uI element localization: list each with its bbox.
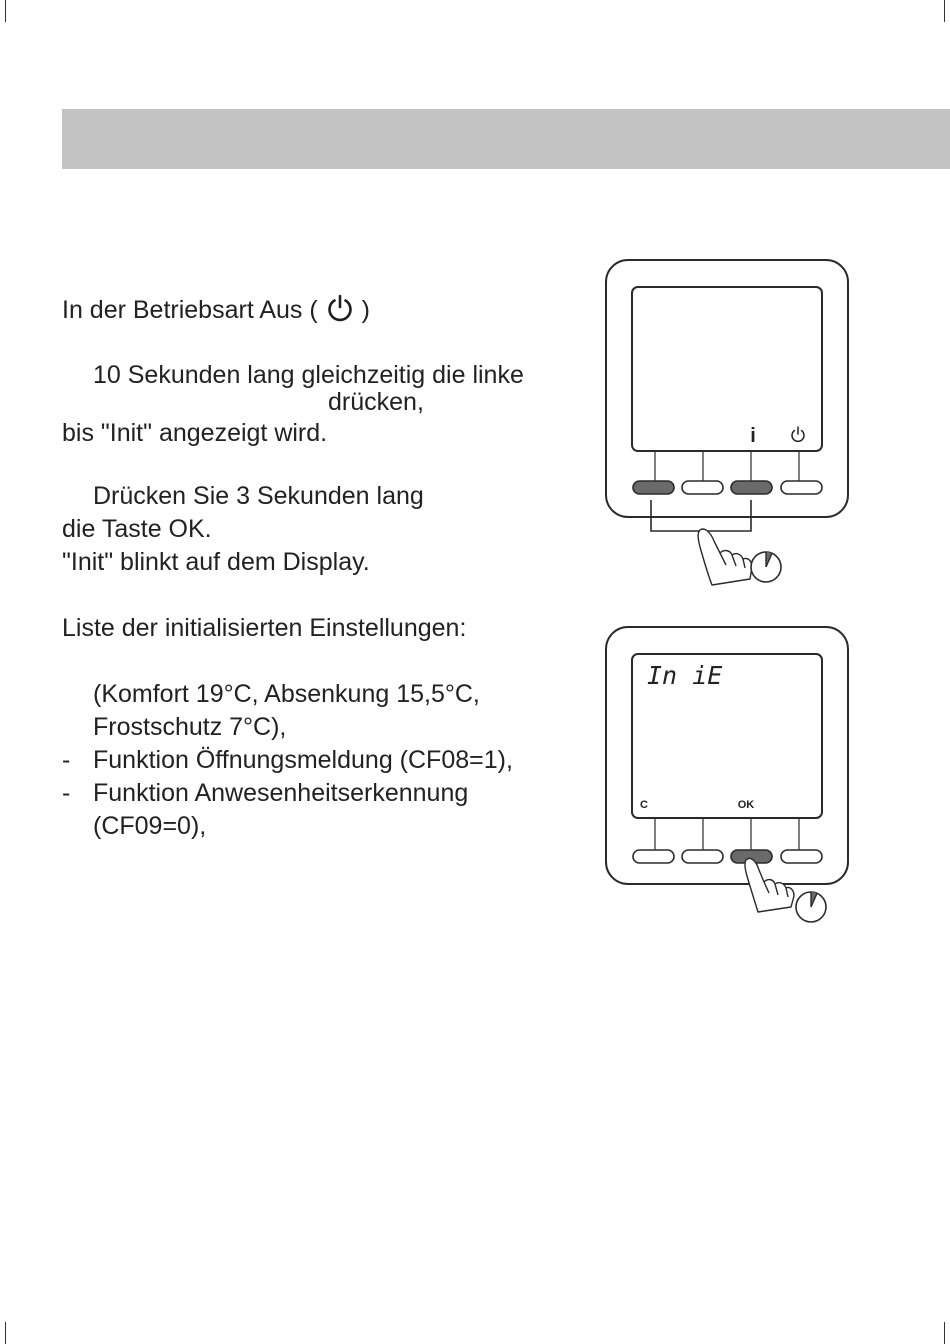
list-item2: - Funktion Öffnungsmeldung (CF08=1),	[62, 744, 582, 777]
intro-line: In der Betriebsart Aus ( )	[62, 293, 582, 326]
step1-line2: drücken,	[328, 388, 424, 416]
crop-mark-top-right	[944, 0, 945, 22]
thermostat-illustration-1	[600, 255, 860, 590]
button-2	[682, 850, 723, 863]
timer-icon	[751, 552, 781, 582]
button-2	[682, 481, 723, 494]
button-c	[633, 850, 674, 863]
instructions-text	[62, 293, 582, 843]
section-header-bar	[62, 109, 950, 169]
step2-line1: Drücken Sie 3 Sekunden lang	[93, 482, 424, 510]
list-dash: -	[62, 746, 71, 774]
step2-line3: "Init" blinkt auf dem Display.	[62, 548, 370, 576]
device-display	[632, 287, 822, 451]
step2-line2: die Taste OK.	[62, 515, 212, 543]
button-3-pressed	[731, 481, 772, 494]
thermostat-illustration-2	[600, 620, 860, 930]
button-4	[781, 850, 822, 863]
button-1-pressed	[633, 481, 674, 494]
list-item3-line2: (CF09=0),	[93, 812, 207, 840]
list-title: Liste der initialisierten Einstellungen:	[62, 614, 467, 642]
c-label: C	[640, 799, 648, 811]
crop-mark-bottom-right	[944, 1322, 945, 1344]
button-4	[781, 481, 822, 494]
display-init-text: In iE	[647, 661, 723, 690]
power-icon	[325, 293, 355, 323]
list-item1-line1: (Komfort 19°C, Absenkung 15,5°C,	[93, 680, 480, 708]
info-label: i	[750, 425, 756, 447]
list-item1-line2: Frostschutz 7°C),	[93, 713, 287, 741]
hand-icon	[698, 529, 752, 585]
crop-mark-bottom-left	[5, 1322, 6, 1344]
ok-label: OK	[737, 799, 755, 811]
step1-line3: bis "Init" angezeigt wird.	[62, 419, 328, 447]
crop-mark-top-left	[5, 0, 6, 22]
list-dash: -	[62, 779, 71, 807]
list-item3-line1: - Funktion Anwesenheitserkennung	[62, 777, 582, 810]
timer-icon	[796, 892, 826, 922]
step1-line1: 10 Sekunden lang gleichzeitig die linke	[93, 361, 524, 389]
